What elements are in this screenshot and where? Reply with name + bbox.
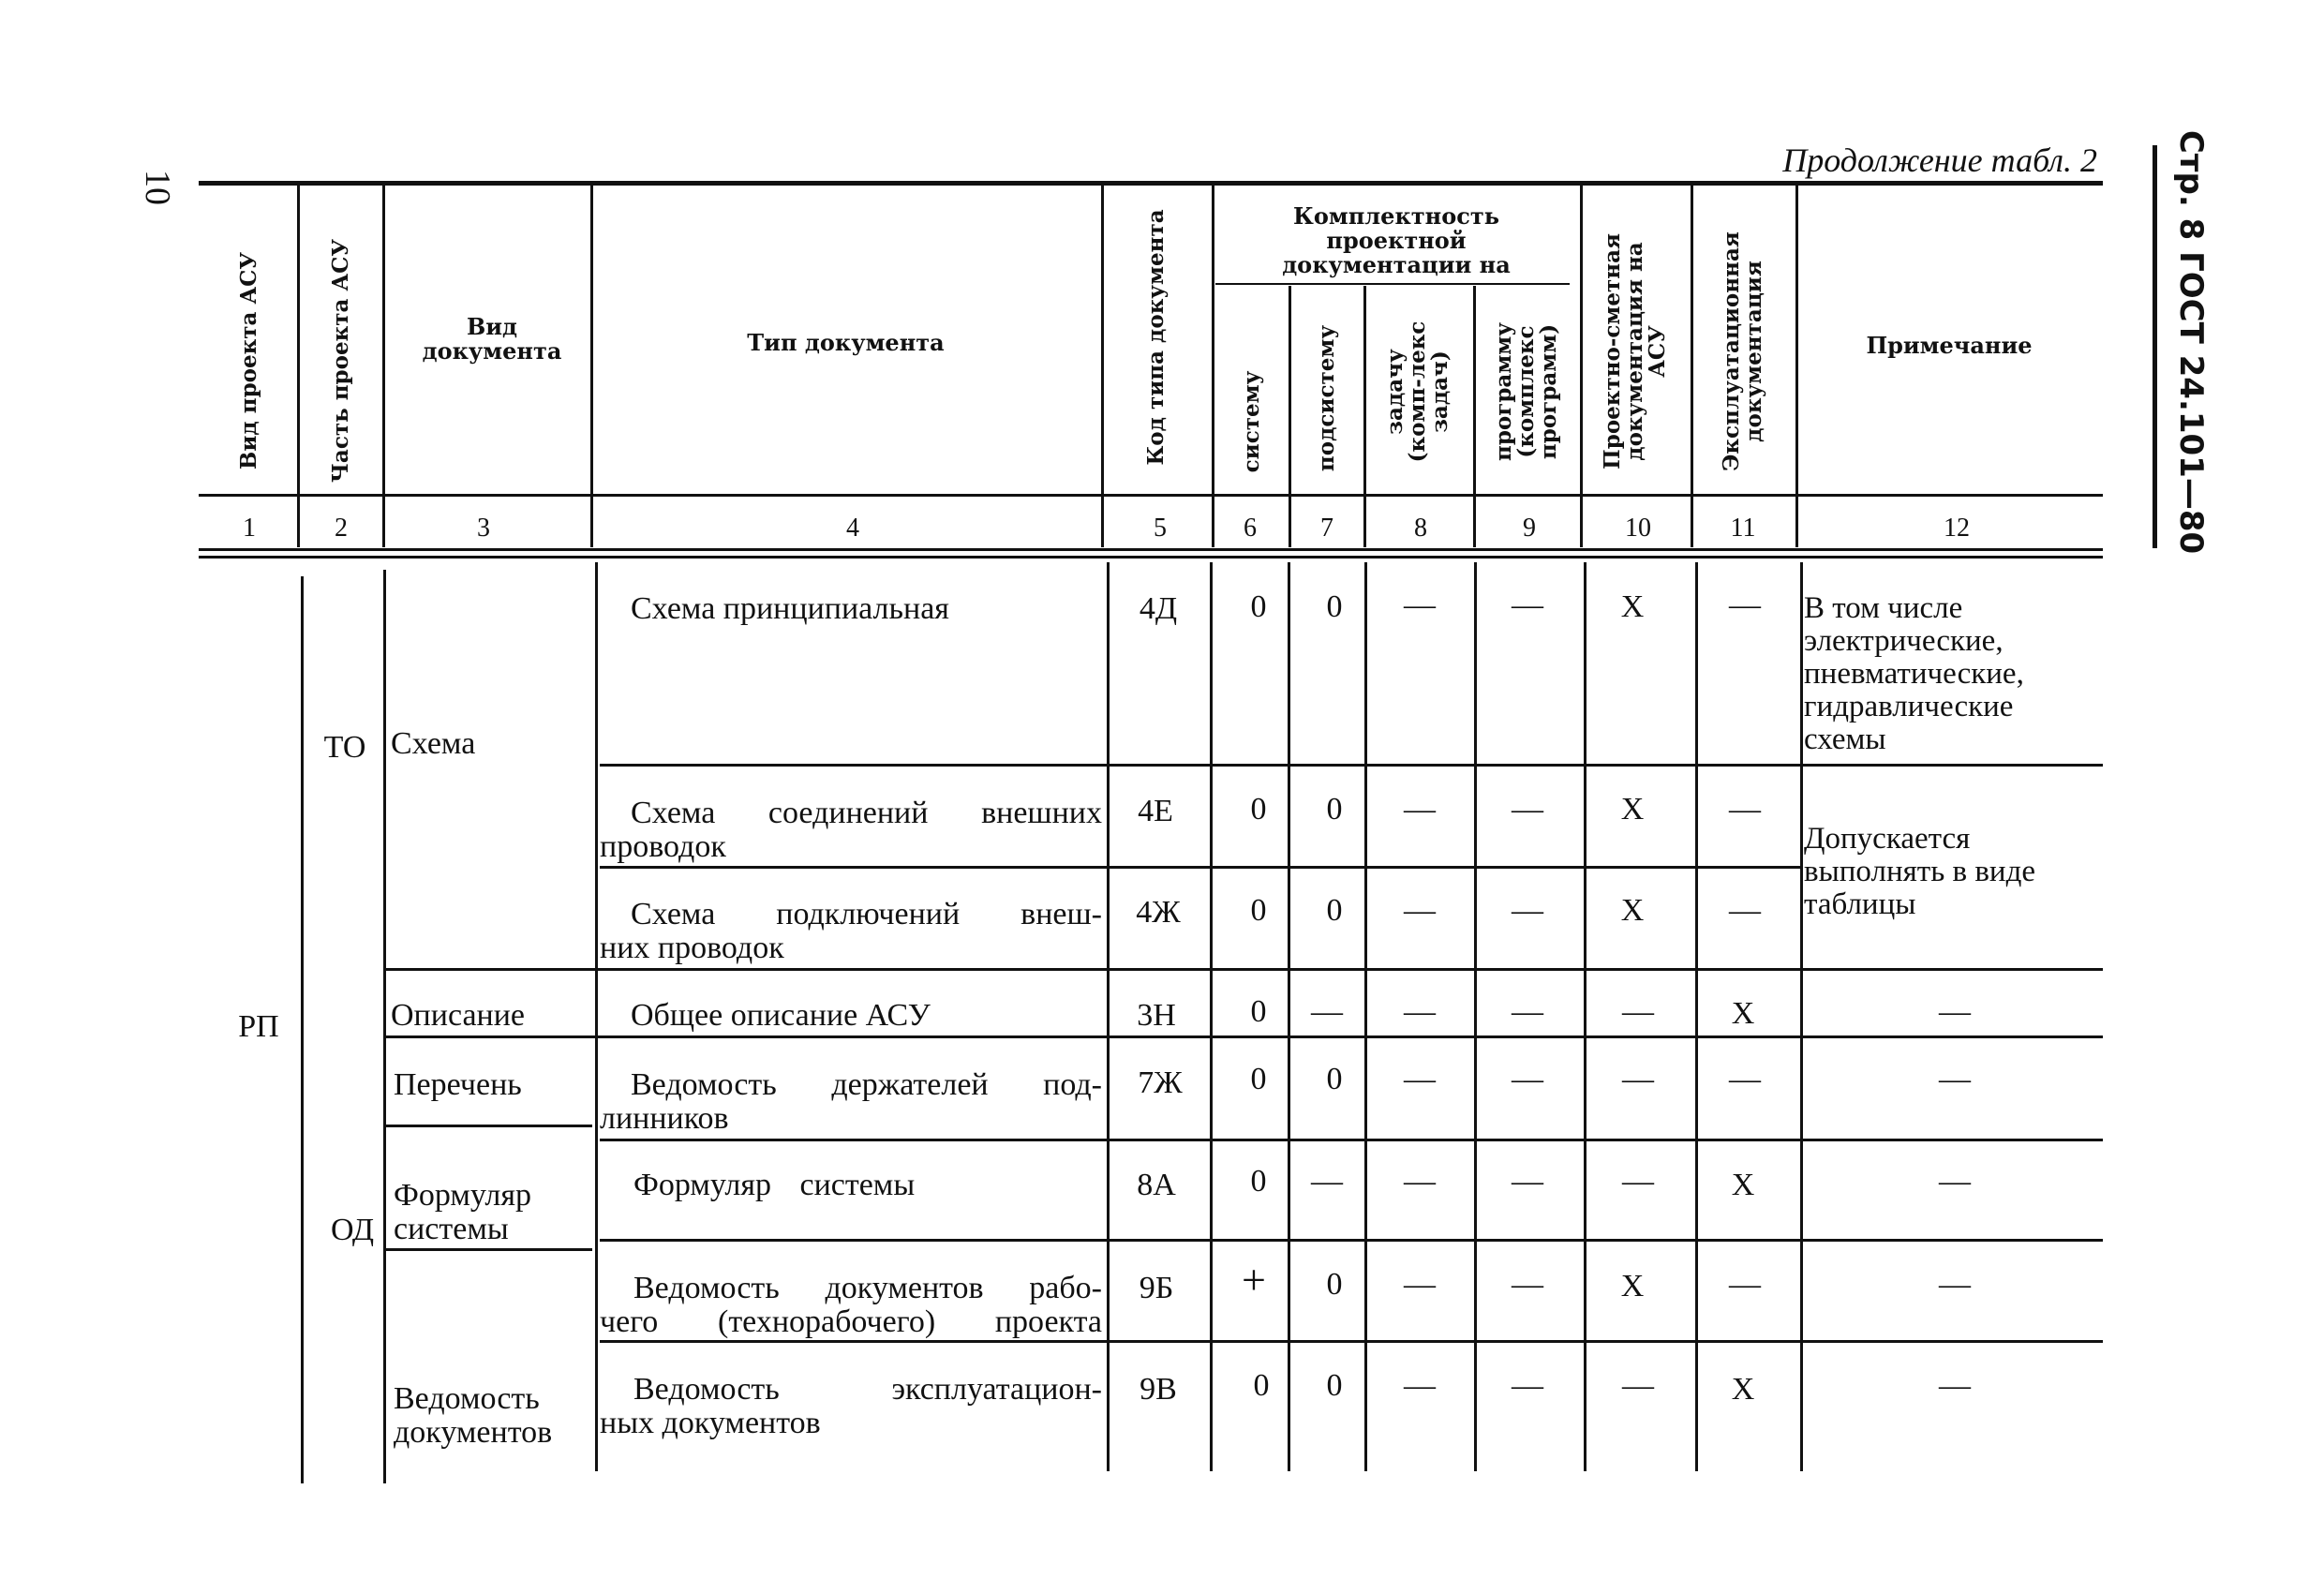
kind-description: Описание (391, 998, 526, 1033)
c8-row-0: — (1404, 588, 1436, 622)
c7-row-2: 0 (1326, 893, 1343, 928)
hv-8 (1473, 286, 1476, 547)
colnum-10: 10 (1625, 514, 1651, 543)
type-row-3: Общее описание АСУ (631, 998, 931, 1033)
c8-row-4: — (1404, 1062, 1436, 1096)
note-row-4: — (1939, 1062, 1971, 1096)
c8-row-6: — (1404, 1267, 1436, 1302)
code-row-4: 7Ж (1138, 1065, 1183, 1100)
c10-row-3: — (1622, 994, 1654, 1029)
type-row-1-line2: проводок (600, 829, 726, 864)
header-bottom-rule (199, 494, 2103, 497)
colnum-1: 1 (243, 514, 256, 543)
colnum-9: 9 (1523, 514, 1536, 543)
header-col4: Тип документа (747, 329, 945, 356)
c6-row-7: 0 (1253, 1368, 1270, 1403)
row-line-6b (600, 1239, 2103, 1242)
c7-row-3: — (1311, 994, 1343, 1029)
c11-row-5: Х (1731, 1168, 1755, 1202)
kind-formular: Формуляр системы (394, 1178, 531, 1246)
side-header: Стр. 8 ГОСТ 24.101—80 (2172, 129, 2210, 555)
c7-row-1: 0 (1326, 792, 1343, 827)
colnum-4: 4 (846, 514, 859, 543)
type-row-7-line2: ных документов (600, 1406, 821, 1440)
numbers-bottom-rule-1 (199, 548, 2103, 551)
note-row-5: — (1939, 1164, 1971, 1199)
page-number: 10 (138, 170, 177, 205)
colnum-3: 3 (477, 514, 490, 543)
c6-row-2: 0 (1250, 893, 1267, 928)
code-row-3: 3Н (1137, 998, 1176, 1033)
hv-5 (1212, 186, 1214, 547)
c9-row-5: — (1512, 1164, 1543, 1199)
header-col2: Часть проекта АСУ (328, 238, 353, 484)
header-col9: программу (комплекс программ) (1491, 321, 1561, 462)
c6-row-6: + (1242, 1256, 1266, 1304)
colnum-6: 6 (1244, 514, 1257, 543)
c11-row-6: — (1729, 1267, 1761, 1302)
bv-5 (1210, 562, 1213, 1471)
c10-row-1: Х (1620, 792, 1645, 827)
note-row-6: — (1939, 1267, 1971, 1302)
type-row-4-line1: Ведомость держателей под- (631, 1067, 1102, 1102)
kind-vedomost: Ведомость документов (394, 1381, 553, 1450)
note-row-0: В том числе электрические, пневматические, гидравлические схемы (1804, 591, 2024, 756)
type-row-6-line2: чего (технорабочего) проекта (600, 1304, 1102, 1339)
colnum-5: 5 (1154, 514, 1167, 543)
c10-row-0: Х (1620, 589, 1645, 624)
code-row-2: 4Ж (1136, 895, 1181, 930)
header-col5: Код типа документа (1143, 209, 1169, 466)
kind-schema: Схема (391, 726, 476, 761)
bv-4 (1107, 562, 1110, 1471)
kind-list: Перечень (394, 1067, 522, 1102)
c9-row-1: — (1512, 792, 1543, 827)
type-row-6-line1: Ведомость документов рабо- (633, 1271, 1102, 1305)
header-col3: Вид документа (422, 313, 562, 365)
code-row-7: 9В (1140, 1372, 1177, 1407)
c9-row-6: — (1512, 1267, 1543, 1302)
c11-row-7: Х (1731, 1372, 1755, 1407)
c6-row-3: 0 (1250, 994, 1267, 1029)
c6-row-4: 0 (1250, 1062, 1267, 1096)
c7-row-5: — (1311, 1164, 1343, 1199)
type-row-4-line2: линников (600, 1101, 729, 1136)
colnum-8: 8 (1414, 514, 1427, 543)
hv-6 (1289, 286, 1291, 547)
header-col12: Примечание (1866, 332, 2033, 359)
bv-11 (1800, 562, 1803, 1471)
hv-10 (1691, 186, 1693, 547)
bv-7 (1364, 562, 1367, 1471)
colnum-2: 2 (335, 514, 348, 543)
hv-2 (382, 186, 385, 547)
part-to: ТО (323, 730, 366, 765)
c8-row-3: — (1404, 994, 1436, 1029)
c10-row-4: — (1622, 1062, 1654, 1096)
row-line-2 (600, 866, 1800, 869)
continuation-caption: Продолжение табл. 2 (1782, 142, 2097, 179)
c11-row-4: — (1729, 1062, 1761, 1096)
code-row-6: 9Б (1139, 1271, 1174, 1305)
project-kind-rp: РП (238, 1009, 279, 1044)
type-row-2-line2: них проводок (600, 931, 784, 965)
row-line-4 (386, 1035, 2103, 1038)
row-line-5b (600, 1139, 2103, 1141)
header-group: Комплектность проектной документации на (1282, 202, 1511, 278)
c11-row-0: — (1729, 588, 1761, 622)
row-line-1 (600, 764, 2103, 767)
c7-row-6: 0 (1326, 1267, 1343, 1302)
header-col1: Вид проекта АСУ (236, 251, 261, 470)
type-row-2-line1: Схема подключений внеш- (631, 897, 1102, 931)
c8-row-1: — (1404, 792, 1436, 827)
colnum-12: 12 (1944, 514, 1970, 543)
c9-row-4: — (1512, 1062, 1543, 1096)
row-line-6a (386, 1248, 592, 1251)
group-subline (1215, 283, 1570, 285)
c8-row-2: — (1404, 893, 1436, 928)
c10-row-5: — (1622, 1164, 1654, 1199)
hv-3 (590, 186, 593, 547)
code-row-1: 4Е (1138, 794, 1173, 828)
c6-row-5: 0 (1250, 1164, 1267, 1199)
bv-1 (301, 576, 304, 1483)
bv-6 (1288, 562, 1290, 1471)
header-col11: Эксплуатационная документация (1719, 231, 1766, 471)
bv-9 (1584, 562, 1587, 1471)
c11-row-2: — (1729, 893, 1761, 928)
c10-row-7: — (1622, 1368, 1654, 1403)
hv-11 (1795, 186, 1798, 547)
bv-10 (1695, 562, 1698, 1471)
c8-row-5: — (1404, 1164, 1436, 1199)
c7-row-0: 0 (1326, 589, 1343, 624)
c6-row-0: 0 (1250, 589, 1267, 624)
row-line-3 (386, 968, 2103, 971)
colnum-11: 11 (1730, 514, 1756, 543)
code-row-0: 4Д (1139, 591, 1178, 626)
bv-2 (383, 570, 386, 1483)
numbers-bottom-rule-2 (199, 556, 2103, 559)
c6-row-1: 0 (1250, 792, 1267, 827)
bv-3 (595, 562, 598, 1471)
c9-row-7: — (1512, 1368, 1543, 1403)
c8-row-7: — (1404, 1368, 1436, 1403)
colnum-7: 7 (1320, 514, 1333, 543)
row-line-7 (600, 1340, 2103, 1343)
c7-row-7: 0 (1326, 1368, 1343, 1403)
c10-row-2: Х (1620, 893, 1645, 928)
note-row-1: Допускается выполнять в виде таблицы (1804, 822, 2036, 921)
header-col10: Проектно-сметная документация на АСУ (1600, 233, 1670, 469)
type-row-5: Формуляр системы (633, 1168, 916, 1202)
hv-9 (1580, 186, 1583, 547)
type-row-1-line1: Схема соединений внешних (631, 796, 1102, 830)
header-col7: подсистему (1314, 324, 1339, 472)
bv-8 (1474, 562, 1477, 1471)
type-row-7-line1: Ведомость эксплуатацион- (633, 1372, 1102, 1407)
c7-row-4: 0 (1326, 1062, 1343, 1096)
note-row-3: — (1939, 994, 1971, 1029)
c9-row-2: — (1512, 893, 1543, 928)
table-top-rule (199, 181, 2103, 186)
part-od: ОД (330, 1213, 375, 1247)
c10-row-6: Х (1620, 1269, 1645, 1304)
side-rule (2153, 145, 2157, 548)
hv-7 (1363, 286, 1366, 547)
code-row-5: 8А (1137, 1168, 1176, 1202)
note-row-7: — (1939, 1368, 1971, 1403)
c11-row-1: — (1729, 792, 1761, 827)
c9-row-0: — (1512, 588, 1543, 622)
header-col8: задачу (комп-лекс задач) (1382, 320, 1452, 463)
hv-4 (1101, 186, 1104, 547)
c11-row-3: Х (1731, 996, 1755, 1031)
c9-row-3: — (1512, 994, 1543, 1029)
row-line-5a (386, 1125, 592, 1127)
type-row-0: Схема принципиальная (631, 591, 949, 626)
hv-1 (297, 186, 300, 547)
header-col6: систему (1239, 370, 1264, 473)
